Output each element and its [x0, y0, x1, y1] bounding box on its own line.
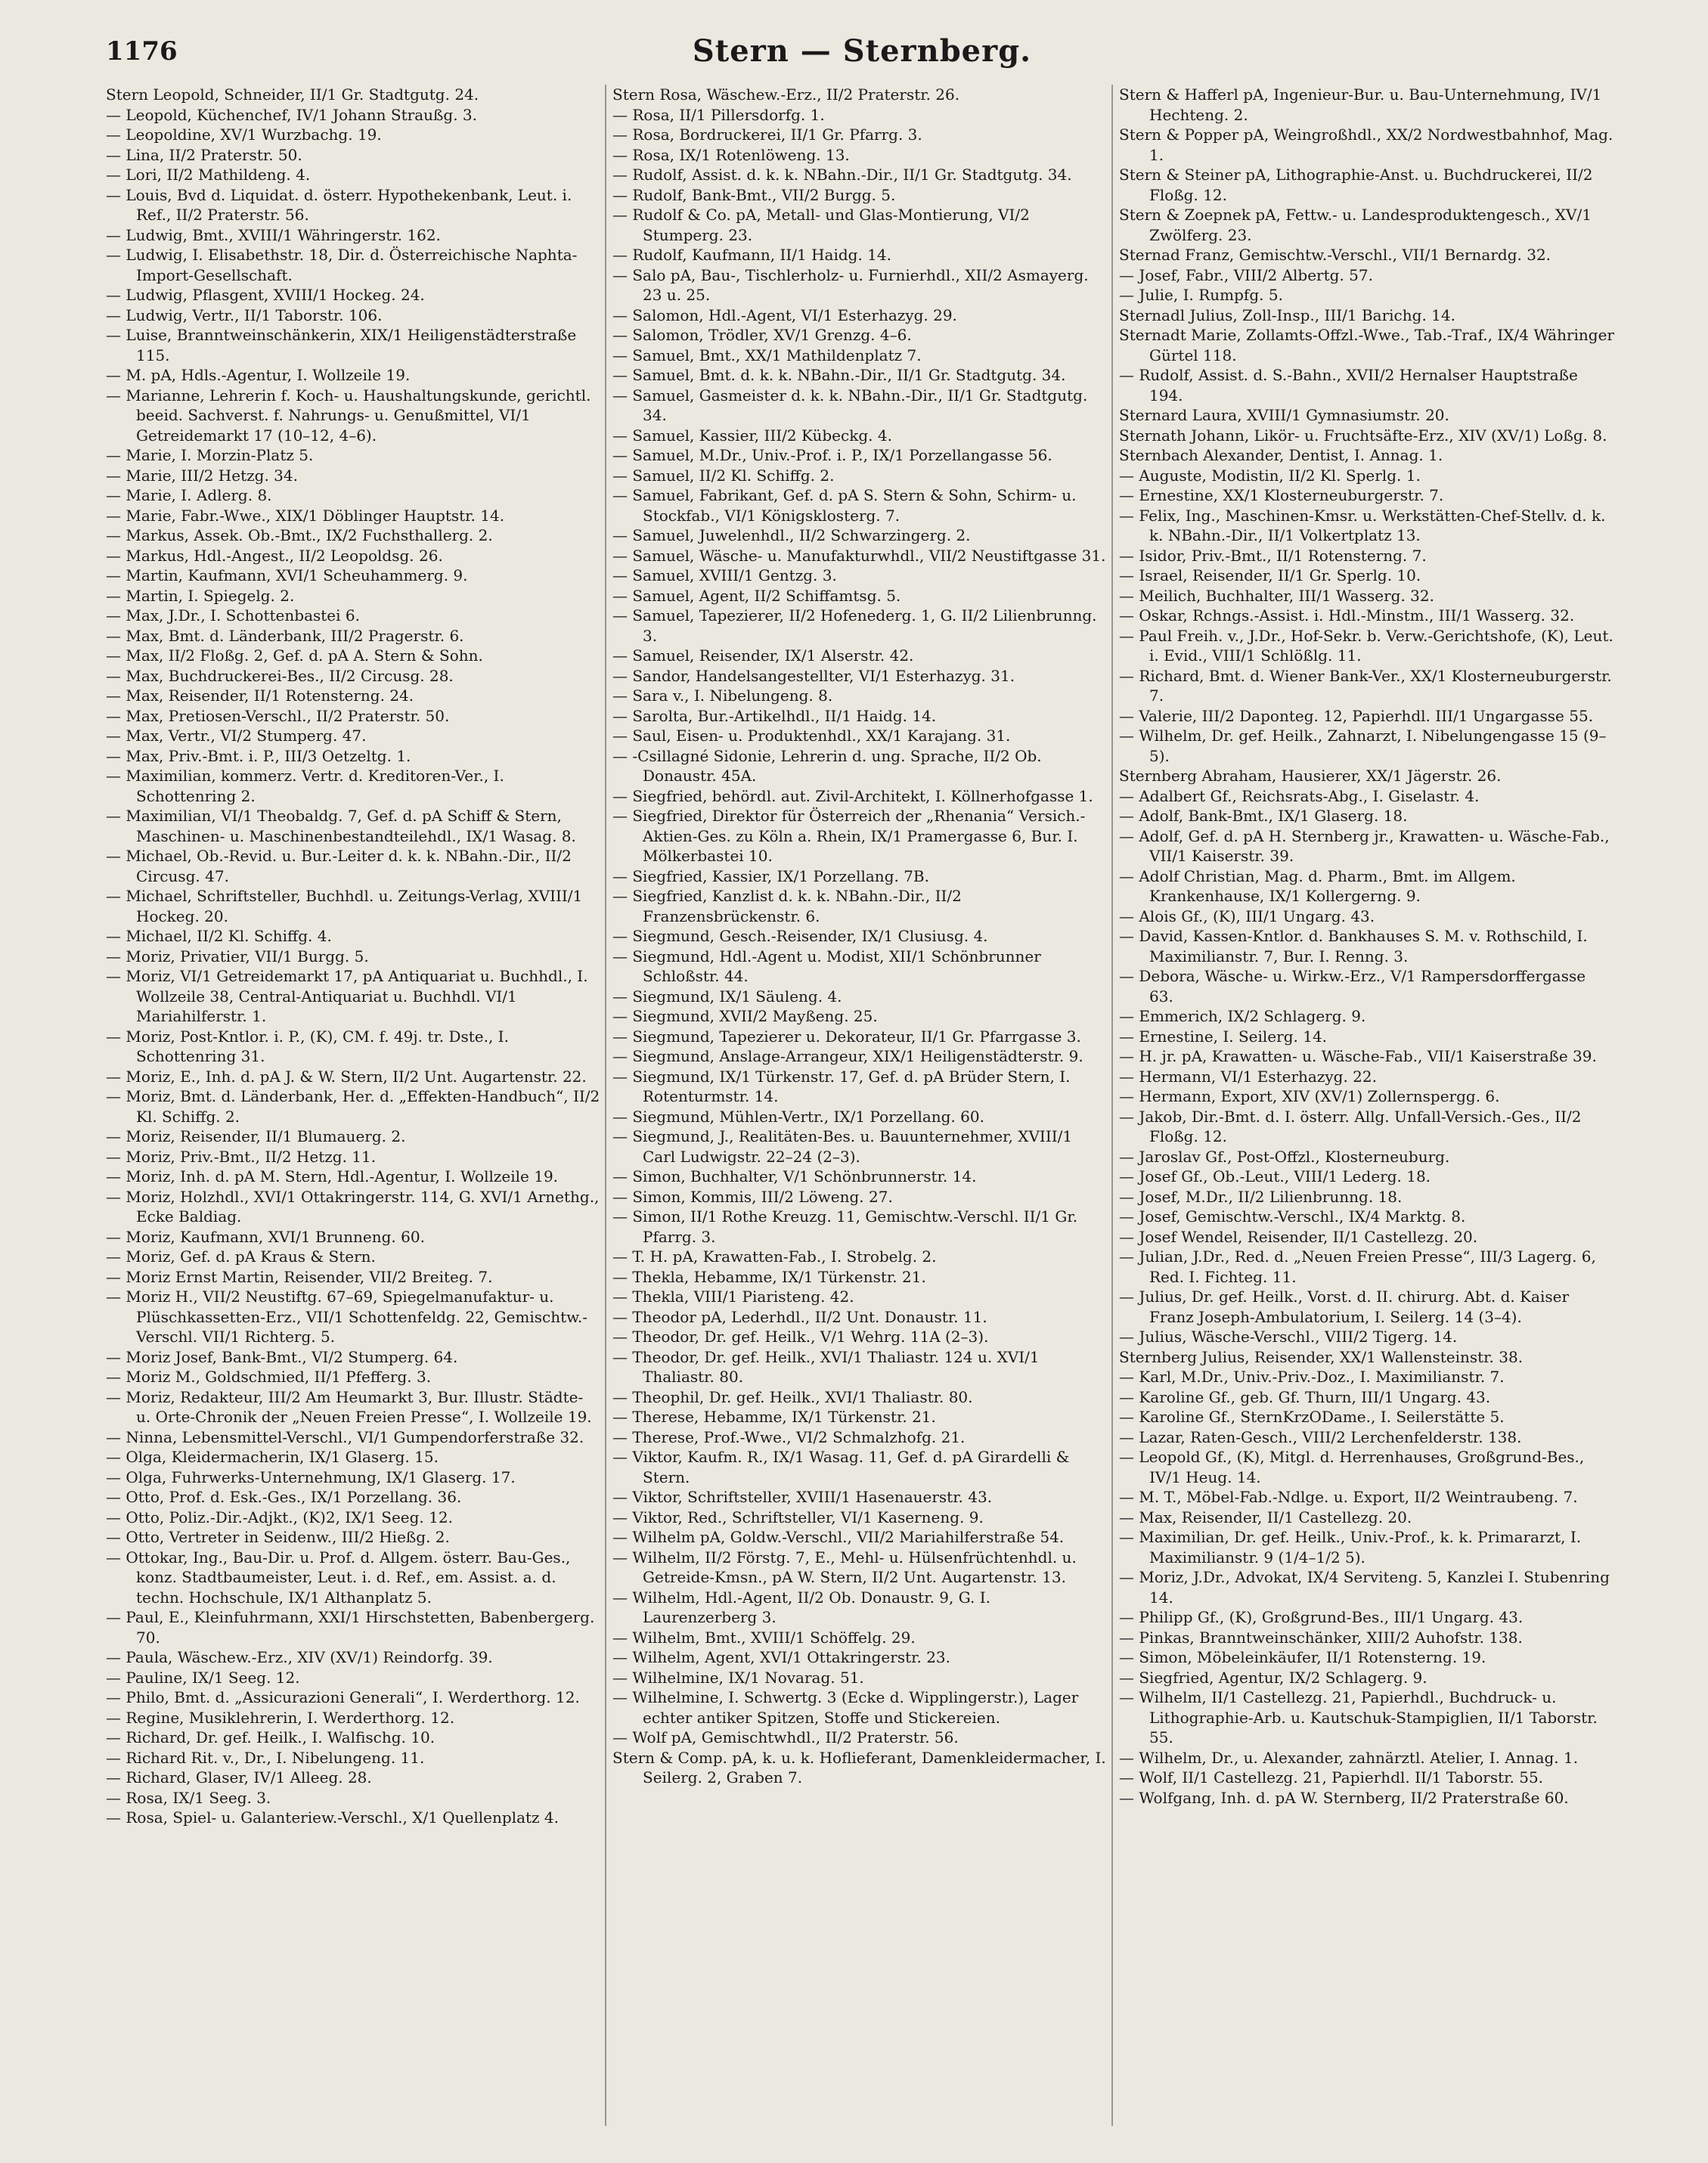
directory-entry: Stern & Zoepnek pA, Fettw.- u. Landesproduktengesch., XV/1 Zwölferg. 23.	[1119, 206, 1592, 244]
column-1	[106, 85, 601, 2126]
directory-entry: — Salo pA, Bau-, Tischlerholz- u. Furnierhdl., XII/2 Asmayerg. 23 u. 25.	[612, 265, 1089, 304]
entry-columns	[106, 85, 1633, 2126]
directory-entry: — Moriz, VI/1 Getreidemarkt 17, pA Antiquariat u. Buchhdl., I. Wollzeile 38, Central-Antiquariat u. Buchhdl. VI/1 Mariahilferstr. 1.	[106, 967, 588, 1025]
directory-entry: — Thekla, VIII/1 Piaristeng. 42.	[612, 1288, 854, 1306]
directory-entry: — Josef Wendel, Reisender, II/1 Castellezg. 20.	[1119, 1227, 1478, 1246]
directory-entry: — Philipp Gf., (K), Großgrund-Bes., III/1 Ungarg. 43.	[1119, 1608, 1524, 1626]
directory-entry: — Samuel, Juwelenhdl., II/2 Schwarzingerg. 2.	[612, 526, 971, 544]
directory-entry: — Moriz, Kaufmann, XVI/1 Brunneng. 60.	[106, 1227, 425, 1246]
directory-entry: — Lazar, Raten-Gesch., VIII/2 Lerchenfelderstr. 138.	[1119, 1427, 1522, 1446]
directory-entry: — Max, Buchdruckerei-Bes., II/2 Circusg. 28.	[106, 666, 454, 685]
directory-entry: — Lina, II/2 Praterstr. 50.	[106, 145, 302, 164]
page-header	[91, 30, 1633, 76]
column-2	[612, 85, 1108, 2126]
directory-entry: — Jaroslav Gf., Post-Offzl., Klosterneuburg.	[1119, 1147, 1450, 1166]
directory-entry: — Richard, Glaser, IV/1 Alleeg. 28.	[106, 1768, 372, 1786]
directory-entry: — Saul, Eisen- u. Produktenhdl., XX/1 Karajang. 31.	[612, 727, 1011, 745]
directory-entry: — Julius, Dr. gef. Heilk., Vorst. d. II. chirurg. Abt. d. Kaiser Franz Joseph-Ambulatorium, I. Seilerg. 14 (3–4).	[1119, 1288, 1570, 1326]
directory-entry: — Samuel, Gasmeister d. k. k. NBahn.-Dir., II/1 Gr. Stadtgutg. 34.	[612, 386, 1088, 424]
directory-entry: — Siegmund, IX/1 Türkenstr. 17, Gef. d. pA Brüder Stern, I. Rotenturmstr. 14.	[612, 1067, 1071, 1105]
page-title: Stern — Sternberg.	[692, 33, 1032, 69]
directory-entry: — Samuel, Bmt. d. k. k. NBahn.-Dir., II/1 Gr. Stadtgutg. 34.	[612, 366, 1066, 384]
directory-entry: — Siegmund, Anslage-Arrangeur, XIX/1 Heiligenstädterstr. 9.	[612, 1047, 1083, 1065]
directory-entry: — Wolfgang, Inh. d. pA W. Sternberg, II/2 Praterstraße 60.	[1119, 1788, 1569, 1807]
directory-entry: — Samuel, Agent, II/2 Schiffamtsg. 5.	[612, 586, 901, 605]
directory-entry: — Sara v., I. Nibelungeng. 8.	[612, 686, 833, 705]
directory-entry: — Philo, Bmt. d. „Assicurazioni Generali“, I. Werderthorg. 12.	[106, 1688, 580, 1706]
directory-entry: — Max, Vertr., VI/2 Stumperg. 47.	[106, 727, 367, 745]
directory-entry: — Siegmund, J., Realitäten-Bes. u. Bauunternehmer, XVIII/1 Carl Ludwigstr. 22–24 (2–3).	[612, 1127, 1073, 1166]
directory-entry: — Rosa, Bordruckerei, II/1 Gr. Pfarrg. 3.	[612, 126, 922, 144]
directory-entry: Sternadl Julius, Zoll-Insp., III/1 Barichg. 14.	[1119, 305, 1455, 324]
directory-entry: — Marie, I. Morzin-Platz 5.	[106, 446, 314, 464]
directory-entry: — Theodor pA, Lederhdl., II/2 Unt. Donaustr. 11.	[612, 1307, 987, 1326]
directory-entry: — Ludwig, Bmt., XVIII/1 Währingerstr. 162.	[106, 225, 441, 244]
directory-entry: — Ottokar, Ing., Bau-Dir. u. Prof. d. Allgem. österr. Bau-Ges., konz. Stadtbaumeister, Leut. i. d. Ref., em. Assist. a. d. techn. Hochschule, IX/1 Althanplatz 5.	[106, 1548, 571, 1607]
directory-entry: — Max, II/2 Floßg. 2, Gef. d. pA A. Stern & Sohn.	[106, 646, 483, 665]
directory-entry: — M. T., Möbel-Fab.-Ndlge. u. Export, II/2 Weintraubeng. 7.	[1119, 1488, 1578, 1506]
directory-entry: — Moriz, Holzhdl., XVI/1 Ottakringerstr. 114, G. XVI/1 Arnethg., Ecke Baldiag.	[106, 1187, 600, 1226]
directory-entry: — Moriz, Privatier, VII/1 Burgg. 5.	[106, 947, 369, 965]
directory-entry: — Siegfried, Kassier, IX/1 Porzellang. 7B.	[612, 866, 929, 885]
directory-entry: — Moriz, Gef. d. pA Kraus & Stern.	[106, 1247, 376, 1266]
directory-entry: — Siegmund, Tapezierer u. Dekorateur, II/1 Gr. Pfarrgasse 3.	[612, 1027, 1081, 1046]
directory-entry: — Moriz, Inh. d. pA M. Stern, Hdl.-Agentur, I. Wollzeile 19.	[106, 1167, 559, 1185]
directory-entry: — Michael, II/2 Kl. Schiffg. 4.	[106, 927, 332, 945]
directory-entry: — Paul Freih. v., J.Dr., Hof-Sekr. b. Verw.-Gerichtshofe, (K), Leut. i. Evid., VIII/1 Schlößlg. 11.	[1119, 626, 1613, 665]
directory-entry: Stern Leopold, Schneider, II/1 Gr. Stadtgutg. 24.	[106, 85, 479, 104]
directory-entry: — Julian, J.Dr., Red. d. „Neuen Freien Presse“, III/3 Lagerg. 6, Red. I. Fichteg. 11.	[1119, 1247, 1596, 1286]
directory-entry: — Leopold Gf., (K), Mitgl. d. Herrenhauses, Großgrund-Bes., IV/1 Heug. 14.	[1119, 1448, 1585, 1486]
directory-entry: — Michael, Ob.-Revid. u. Bur.-Leiter d. k. k. NBahn.-Dir., II/2 Circusg. 47.	[106, 847, 572, 885]
directory-entry: — Martin, I. Spiegelg. 2.	[106, 586, 295, 605]
directory-entry: — Leopold, Küchenchef, IV/1 Johann Straußg. 3.	[106, 105, 477, 124]
directory-entry: — Otto, Prof. d. Esk.-Ges., IX/1 Porzellang. 36.	[106, 1488, 462, 1506]
directory-entry: — Adolf, Bank-Bmt., IX/1 Glaserg. 18.	[1119, 807, 1408, 825]
directory-entry: — Simon, Kommis, III/2 Löweng. 27.	[612, 1187, 893, 1206]
directory-entry: Sternath Johann, Likör- u. Fruchtsäfte-Erz., XIV (XV/1) Loßg. 8.	[1119, 426, 1607, 445]
directory-entry: — Markus, Assek. Ob.-Bmt., IX/2 Fuchsthallerg. 2.	[106, 526, 493, 544]
directory-entry: — Richard, Dr. gef. Heilk., I. Walfischg. 10.	[106, 1728, 436, 1746]
directory-entry: Stern & Comp. pA, k. u. k. Hoflieferant, Damenkleidermacher, I. Seilerg. 2, Graben 7.	[612, 1748, 1106, 1786]
directory-entry: Stern & Steiner pA, Lithographie-Anst. u. Buchdruckerei, II/2 Floßg. 12.	[1119, 166, 1593, 204]
directory-entry: — Therese, Prof.-Wwe., VI/2 Schmalzhofg. 21.	[612, 1427, 966, 1446]
directory-entry: — Rudolf, Assist. d. S.-Bahn., XVII/2 Hernalser Hauptstraße 194.	[1119, 366, 1578, 404]
directory-entry: — Moriz Josef, Bank-Bmt., VI/2 Stumperg. 64.	[106, 1347, 458, 1366]
directory-entry: Sternberg Julius, Reisender, XX/1 Wallensteinstr. 38.	[1119, 1347, 1524, 1366]
directory-entry: — Salomon, Trödler, XV/1 Grenzg. 4–6.	[612, 326, 912, 344]
directory-entry: — Sarolta, Bur.-Artikelhdl., II/1 Haidg. 14.	[612, 706, 937, 725]
directory-entry: — Leopoldine, XV/1 Wurzbachg. 19.	[106, 126, 382, 144]
directory-entry: — Ernestine, XX/1 Klosterneuburgerstr. 7.	[1119, 486, 1444, 504]
directory-entry: — Paula, Wäschew.-Erz., XIV (XV/1) Reindorfg. 39.	[106, 1648, 493, 1666]
directory-entry: — Viktor, Red., Schriftsteller, VI/1 Kaserneng. 9.	[612, 1508, 984, 1526]
directory-entry: — Siegmund, Mühlen-Vertr., IX/1 Porzellang. 60.	[612, 1107, 984, 1126]
directory-entry: — Ninna, Lebensmittel-Verschl., VI/1 Gumpendorferstraße 32.	[106, 1427, 584, 1446]
directory-entry: — Hermann, VI/1 Esterhazyg. 22.	[1119, 1067, 1377, 1086]
directory-entry: — Samuel, Kassier, III/2 Kübeckg. 4.	[612, 426, 892, 445]
directory-entry: — Siegmund, XVII/2 Mayßeng. 25.	[612, 1007, 878, 1025]
directory-entry: — -Csillagné Sidonie, Lehrerin d. ung. Sprache, II/2 Ob. Donaustr. 45A.	[612, 746, 1042, 785]
directory-entry: — Julie, I. Rumpfg. 5.	[1119, 286, 1283, 304]
directory-entry: — Adalbert Gf., Reichsrats-Abg., I. Giselastr. 4.	[1119, 786, 1480, 805]
directory-entry: — Olga, Kleidermacherin, IX/1 Glaserg. 15.	[106, 1448, 439, 1466]
directory-entry: Sternard Laura, XVIII/1 Gymnasiumstr. 20.	[1119, 406, 1449, 424]
directory-entry: — Richard Rit. v., Dr., I. Nibelungeng. 11.	[106, 1748, 425, 1767]
directory-entry: — Louis, Bvd d. Liquidat. d. österr. Hypothekenbank, Leut. i. Ref., II/2 Praterstr. 56.	[106, 185, 572, 224]
directory-entry: — Karoline Gf., SternKrzODame., I. Seilerstätte 5.	[1119, 1408, 1505, 1426]
directory-entry: — Olga, Fuhrwerks-Unternehmung, IX/1 Glaserg. 17.	[106, 1467, 516, 1486]
directory-entry: — Wilhelmine, I. Schwertg. 3 (Ecke d. Wipplingerstr.), Lager echter antiker Spitzen, Stoffe und Stickereien.	[612, 1688, 1079, 1727]
directory-entry: — Moriz, Bmt. d. Länderbank, Her. d. „Effekten-Handbuch“, II/2 Kl. Schiffg. 2.	[106, 1087, 600, 1126]
directory-entry: Stern Rosa, Wäschew.-Erz., II/2 Praterstr. 26.	[612, 85, 960, 104]
directory-entry: — Isidor, Priv.-Bmt., II/1 Rotensterng. 7.	[1119, 546, 1427, 565]
directory-entry: Sternberg Abraham, Hausierer, XX/1 Jägerstr. 26.	[1119, 767, 1502, 785]
directory-entry: — Emmerich, IX/2 Schlagerg. 9.	[1119, 1007, 1366, 1025]
directory-entry: — Rosa, II/1 Pillersdorfg. 1.	[612, 105, 825, 124]
directory-entry: — David, Kassen-Kntlor. d. Bankhauses S. M. v. Rothschild, I. Maximilianstr. 7, Bur. I. Renng. 3.	[1119, 927, 1588, 965]
directory-entry: Stern & Hafferl pA, Ingenieur-Bur. u. Bau-Unternehmung, IV/1 Hechteng. 2.	[1119, 85, 1602, 124]
directory-entry: — Maximilian, Dr. gef. Heilk., Univ.-Prof., k. k. Primararzt, I. Maximilianstr. 9 (1/4–1/2 5).	[1119, 1528, 1582, 1566]
directory-entry: — Josef, Gemischtw.-Verschl., IX/4 Marktg. 8.	[1119, 1207, 1466, 1226]
directory-entry: — Siegfried, Direktor für Österreich der „Rhenania“ Versich.-Aktien-Ges. zu Köln a. Rhein, IX/1 Pramergasse 6, Bur. I. Mölkerbastei 10.	[612, 807, 1086, 865]
directory-entry: — Moriz, J.Dr., Advokat, IX/4 Serviteng. 5, Kanzlei I. Stubenring 14.	[1119, 1568, 1610, 1607]
directory-entry: — M. pA, Hdls.-Agentur, I. Wollzeile 19.	[106, 366, 411, 384]
directory-entry: — Samuel, Tapezierer, II/2 Hofenederg. 1, G. II/2 Lilienbrunng. 3.	[612, 606, 1097, 645]
directory-entry: — Josef Gf., Ob.-Leut., VIII/1 Lederg. 18.	[1119, 1167, 1431, 1185]
directory-entry: — Samuel, XVIII/1 Gentzg. 3.	[612, 566, 837, 584]
directory-entry: — Markus, Hdl.-Angest., II/2 Leopoldsg. 26.	[106, 546, 443, 565]
directory-entry: — Wilhelm, Agent, XVI/1 Ottakringerstr. 23.	[612, 1648, 951, 1666]
directory-entry: — Wilhelm, Dr. gef. Heilk., Zahnarzt, I. Nibelungengasse 15 (9–5).	[1119, 727, 1607, 765]
directory-entry: — Wolf, II/1 Castellezg. 21, Papierhdl. II/1 Taborstr. 55.	[1119, 1768, 1544, 1786]
directory-entry: — Karl, M.Dr., Univ.-Priv.-Doz., I. Maximilianstr. 7.	[1119, 1368, 1505, 1386]
directory-entry: Sternbach Alexander, Dentist, I. Annag. 1.	[1119, 446, 1443, 464]
directory-entry: — Max, Bmt. d. Länderbank, III/2 Pragerstr. 6.	[106, 626, 464, 645]
directory-entry: — Theodor, Dr. gef. Heilk., XVI/1 Thaliastr. 124 u. XVI/1 Thaliastr. 80.	[612, 1347, 1040, 1386]
directory-entry: — Maximilian, VI/1 Theobaldg. 7, Gef. d. pA Schiff & Stern, Maschinen- u. Maschinenbestandteilehdl., IX/1 Wasag. 8.	[106, 807, 576, 845]
directory-entry: — Felix, Ing., Maschinen-Kmsr. u. Werkstätten-Chef-Stellv. d. k. k. NBahn.-Dir., II/1 Volkertplatz 13.	[1119, 506, 1606, 544]
directory-entry: — Marie, III/2 Hetzg. 34.	[106, 466, 298, 485]
directory-entry: — Moriz H., VII/2 Neustiftg. 67–69, Spiegelmanufaktur- u. Plüschkassetten-Erz., VII/1 Schottenfeldg. 22, Gemischtw.-Verschl. VII/1 Richterg. 5.	[106, 1288, 588, 1346]
directory-entry: — Samuel, M.Dr., Univ.-Prof. i. P., IX/1 Porzellangasse 56.	[612, 446, 1052, 464]
directory-entry: — Alois Gf., (K), III/1 Ungarg. 43.	[1119, 906, 1375, 925]
directory-entry: — Moriz, Redakteur, III/2 Am Heumarkt 3, Bur. Illustr. Städte- u. Orte-Chronik der „Neuen Freien Presse“, I. Wollzeile 19.	[106, 1387, 592, 1426]
directory-entry: — Regine, Musiklehrerin, I. Werderthorg. 12.	[106, 1708, 455, 1727]
directory-entry: — Jakob, Dir.-Bmt. d. I. österr. Allg. Unfall-Versich.-Ges., II/2 Floßg. 12.	[1119, 1107, 1582, 1145]
column-divider	[1111, 85, 1113, 2126]
directory-entry: — Viktor, Kaufm. R., IX/1 Wasag. 11, Gef. d. pA Girardelli & Stern.	[612, 1448, 1070, 1486]
directory-entry: — Martin, Kaufmann, XVI/1 Scheuhammerg. 9.	[106, 566, 468, 584]
directory-entry: — Rudolf & Co. pA, Metall- und Glas-Montierung, VI/2 Stumperg. 23.	[612, 206, 1030, 244]
directory-entry: — Viktor, Schriftsteller, XVIII/1 Hasenauerstr. 43.	[612, 1488, 993, 1506]
directory-entry: — Pauline, IX/1 Seeg. 12.	[106, 1668, 300, 1687]
directory-entry: — Ludwig, Pflasgent, XVIII/1 Hockeg. 24.	[106, 286, 425, 304]
directory-entry: — Paul, E., Kleinfuhrmann, XXI/1 Hirschstetten, Babenbergerg. 70.	[106, 1608, 595, 1647]
directory-entry: — Siegfried, Agentur, IX/2 Schlagerg. 9.	[1119, 1668, 1427, 1687]
directory-entry: — Samuel, Wäsche- u. Manufakturwhdl., VII/2 Neustiftgasse 31.	[612, 546, 1106, 565]
directory-entry: — Samuel, Bmt., XX/1 Mathildenplatz 7.	[612, 346, 922, 364]
directory-entry: — Michael, Schriftsteller, Buchhdl. u. Zeitungs-Verlag, XVIII/1 Hockeg. 20.	[106, 887, 583, 925]
directory-entry: — Moriz M., Goldschmied, II/1 Pfefferg. 3.	[106, 1368, 432, 1386]
directory-entry: — Auguste, Modistin, II/2 Kl. Sperlg. 1.	[1119, 466, 1421, 485]
directory-entry: — Siegfried, behördl. aut. Zivil-Architekt, I. Köllnerhofgasse 1.	[612, 786, 1093, 805]
directory-entry: — Wolf pA, Gemischtwhdl., II/2 Praterstr. 56.	[612, 1728, 959, 1746]
directory-entry: — Hermann, Export, XIV (XV/1) Zollernspergg. 6.	[1119, 1087, 1500, 1105]
directory-entry: — Josef, M.Dr., II/2 Lilienbrunng. 18.	[1119, 1187, 1403, 1206]
directory-entry: — Rosa, IX/1 Seeg. 3.	[106, 1788, 271, 1807]
directory-entry: — Otto, Poliz.-Dir.-Adjkt., (K)2, IX/1 Seeg. 12.	[106, 1508, 453, 1526]
directory-entry: — Wilhelm pA, Goldw.-Verschl., VII/2 Mariahilferstraße 54.	[612, 1528, 1065, 1546]
directory-entry: — Simon, Möbeleinkäufer, II/1 Rotensterng. 19.	[1119, 1648, 1486, 1666]
directory-entry: — Wilhelmine, IX/1 Novarag. 51.	[612, 1668, 864, 1687]
directory-entry: — Theophil, Dr. gef. Heilk., XVI/1 Thaliastr. 80.	[612, 1387, 973, 1406]
directory-entry: — Rudolf, Kaufmann, II/1 Haidg. 14.	[612, 246, 891, 264]
directory-entry: Sternad Franz, Gemischtw.-Verschl., VII/1 Bernardg. 32.	[1119, 246, 1551, 264]
directory-entry: — Oskar, Rchngs.-Assist. i. Hdl.-Minstm., III/1 Wasserg. 32.	[1119, 606, 1575, 624]
directory-entry: — Marie, Fabr.-Wwe., XIX/1 Döblinger Hauptstr. 14.	[106, 506, 505, 525]
directory-entry: — Lori, II/2 Mathildeng. 4.	[106, 166, 311, 184]
directory-entry: — Moriz, Reisender, II/1 Blumauerg. 2.	[106, 1127, 406, 1145]
directory-entry: — Richard, Bmt. d. Wiener Bank-Ver., XX/1 Klosterneuburgerstr. 7.	[1119, 666, 1612, 705]
page-number: 1176	[106, 36, 178, 67]
directory-entry: — Max, Pretiosen-Verschl., II/2 Praterstr. 50.	[106, 706, 450, 725]
directory-entry: — Sandor, Handelsangestellter, VI/1 Esterhazyg. 31.	[612, 666, 1015, 685]
directory-entry: — Otto, Vertreter in Seidenw., III/2 Hießg. 2.	[106, 1528, 450, 1546]
directory-entry: — Maximilian, kommerz. Vertr. d. Kreditoren-Ver., I. Schottenring 2.	[106, 767, 504, 805]
directory-entry: — Salomon, Hdl.-Agent, VI/1 Esterhazyg. 29.	[612, 305, 957, 324]
directory-entry: — Siegmund, Gesch.-Reisender, IX/1 Clusiusg. 4.	[612, 927, 988, 945]
directory-entry: — Rudolf, Assist. d. k. k. NBahn.-Dir., II/1 Gr. Stadtgutg. 34.	[612, 166, 1072, 184]
directory-entry: — Moriz, E., Inh. d. pA J. & W. Stern, II/2 Unt. Augartenstr. 22.	[106, 1067, 587, 1086]
directory-entry: — H. jr. pA, Krawatten- u. Wäsche-Fab., VII/1 Kaiserstraße 39.	[1119, 1047, 1597, 1065]
directory-entry: — Wilhelm, II/1 Castellezg. 21, Papierhdl., Buchdruck- u. Lithographie-Arb. u. Kautschuk-Stampiglien, II/1 Taborstr. 55.	[1119, 1688, 1598, 1746]
directory-entry: — Wilhelm, Hdl.-Agent, II/2 Ob. Donaustr. 9, G. I. Laurenzerberg 3.	[612, 1588, 990, 1626]
directory-entry: — Wilhelm, Dr., u. Alexander, zahnärztl. Atelier, I. Annag. 1.	[1119, 1748, 1579, 1767]
directory-entry: — Rudolf, Bank-Bmt., VII/2 Burgg. 5.	[612, 185, 896, 204]
directory-entry: — Julius, Wäsche-Verschl., VIII/2 Tigerg. 14.	[1119, 1328, 1458, 1346]
directory-entry: — Thekla, Hebamme, IX/1 Türkenstr. 21.	[612, 1267, 926, 1286]
directory-entry: — Meilich, Buchhalter, III/1 Wasserg. 32.	[1119, 586, 1434, 605]
directory-entry: — Marie, I. Adlerg. 8.	[106, 486, 272, 504]
directory-entry: — Therese, Hebamme, IX/1 Türkenstr. 21.	[612, 1408, 936, 1426]
directory-entry: Sternadt Marie, Zollamts-Offzl.-Wwe., Tab.-Traf., IX/4 Währinger Gürtel 118.	[1119, 326, 1614, 364]
directory-entry: — Ludwig, Vertr., II/1 Taborstr. 106.	[106, 305, 383, 324]
directory-entry: — Israel, Reisender, II/1 Gr. Sperlg. 10.	[1119, 566, 1421, 584]
directory-entry: — Moriz, Post-Kntlor. i. P., (K), CM. f. 49j. tr. Dste., I. Schottenring 31.	[106, 1027, 509, 1065]
directory-entry: — Valerie, III/2 Daponteg. 12, Papierhdl. III/1 Ungargasse 55.	[1119, 706, 1594, 725]
directory-entry: — Adolf, Gef. d. pA H. Sternberg jr., Krawatten- u. Wäsche-Fab., VII/1 Kaiserstr. 39.	[1119, 826, 1610, 865]
directory-entry: — Rosa, Spiel- u. Galanteriew.-Verschl., X/1 Quellenplatz 4.	[106, 1808, 560, 1827]
directory-entry: — Simon, Buchhalter, V/1 Schönbrunnerstr. 14.	[612, 1167, 977, 1185]
directory-entry: — Max, J.Dr., I. Schottenbastei 6.	[106, 606, 360, 624]
directory-entry: — Max, Reisender, II/1 Rotensterng. 24.	[106, 686, 414, 705]
directory-entry: — Samuel, Fabrikant, Gef. d. pA S. Stern & Sohn, Schirm- u. Stockfab., VI/1 Königsklosterg. 7.	[612, 486, 1077, 525]
directory-entry: — Simon, II/1 Rothe Kreuzg. 11, Gemischtw.-Verschl. II/1 Gr. Pfarrg. 3.	[612, 1207, 1078, 1246]
directory-entry: — Moriz Ernst Martin, Reisender, VII/2 Breiteg. 7.	[106, 1267, 493, 1286]
directory-entry: Stern & Popper pA, Weingroßhdl., XX/2 Nordwestbahnhof, Mag. 1.	[1119, 126, 1613, 164]
directory-entry: — Max, Reisender, II/1 Castellezg. 20.	[1119, 1508, 1412, 1526]
directory-entry: — Ernestine, I. Seilerg. 14.	[1119, 1027, 1328, 1046]
directory-entry: — Samuel, II/2 Kl. Schiffg. 2.	[612, 466, 835, 485]
directory-entry: — Adolf Christian, Mag. d. Pharm., Bmt. im Allgem. Krankenhause, IX/1 Kollergerng. 9.	[1119, 866, 1516, 905]
directory-entry: — Rosa, IX/1 Rotenlöweng. 13.	[612, 145, 850, 164]
column-divider	[605, 85, 606, 2126]
directory-entry: — Pinkas, Branntweinschänker, XIII/2 Auhofstr. 138.	[1119, 1628, 1523, 1647]
directory-entry: — Siegmund, IX/1 Säuleng. 4.	[612, 987, 842, 1006]
directory-entry: — Siegmund, Hdl.-Agent u. Modist, XII/1 Schönbrunner Schloßstr. 44.	[612, 947, 1041, 985]
directory-entry: — Siegfried, Kanzlist d. k. k. NBahn.-Dir., II/2 Franzensbrückenstr. 6.	[612, 887, 962, 925]
directory-entry: — Luise, Branntweinschänkerin, XIX/1 Heiligenstädterstraße 115.	[106, 326, 577, 364]
directory-entry: — Marianne, Lehrerin f. Koch- u. Haushaltungskunde, gerichtl. beeid. Sachverst. f. Nahrungs- u. Genußmittel, VI/1 Getreidemarkt 17 (10–12, 4–6).	[106, 386, 591, 445]
directory-entry: — Wilhelm, Bmt., XVIII/1 Schöffelg. 29.	[612, 1628, 916, 1647]
directory-entry: — Max, Priv.-Bmt. i. P., III/3 Oetzeltg. 1.	[106, 746, 411, 765]
directory-entry: — Debora, Wäsche- u. Wirkw.-Erz., V/1 Rampersdorffergasse 63.	[1119, 967, 1586, 1006]
directory-entry: — Ludwig, I. Elisabethstr. 18, Dir. d. Österreichische Naphta-Import-Gesellschaft.	[106, 246, 578, 284]
directory-entry: — Karoline Gf., geb. Gf. Thurn, III/1 Ungarg. 43.	[1119, 1387, 1491, 1406]
directory-entry: — Josef, Fabr., VIII/2 Albertg. 57.	[1119, 265, 1373, 284]
directory-entry: — Samuel, Reisender, IX/1 Alserstr. 42.	[612, 646, 914, 665]
directory-entry: — T. H. pA, Krawatten-Fab., I. Strobelg. 2.	[612, 1247, 937, 1266]
directory-entry: — Wilhelm, II/2 Förstg. 7, E., Mehl- u. Hülsenfrüchtenhdl. u. Getreide-Kmsn., pA W. Stern, II/2 Unt. Augartenstr. 13.	[612, 1548, 1077, 1586]
directory-entry: — Theodor, Dr. gef. Heilk., V/1 Wehrg. 11A (2–3).	[612, 1328, 989, 1346]
directory-entry: — Moriz, Priv.-Bmt., II/2 Hetzg. 11.	[106, 1147, 377, 1166]
column-3	[1119, 85, 1614, 2126]
